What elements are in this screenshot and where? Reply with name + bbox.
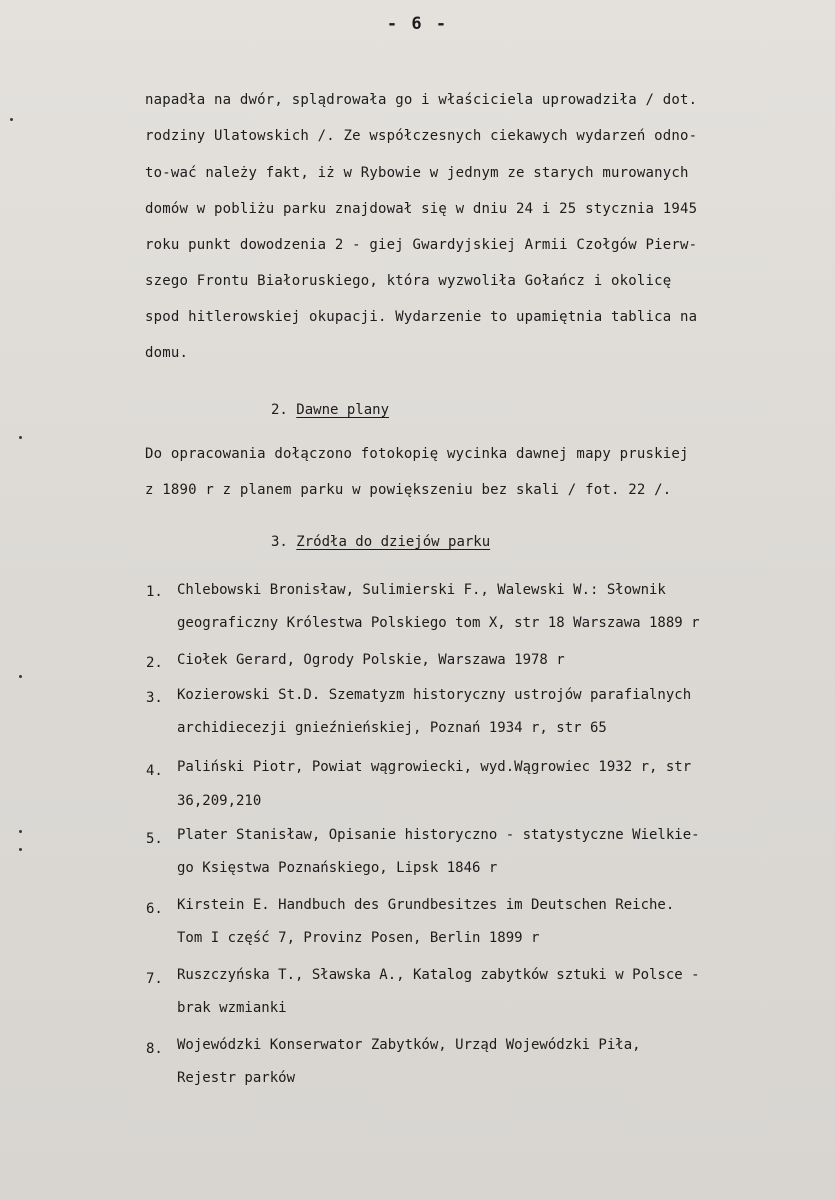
margin-speck [19, 830, 22, 833]
section-3-heading [271, 533, 490, 551]
reference-line: archidiecezji gnieźnieńskiej, Poznań 1934 r, str 65 [177, 720, 607, 736]
reference-line: Ruszczyńska T., Sławska A., Katalog zabytków sztuki w Polsce - [177, 967, 700, 983]
reference-line: Tom I część 7, Provinz Posen, Berlin 1899 r [177, 930, 540, 946]
reference-number: 7. [146, 971, 163, 987]
margin-speck [10, 118, 13, 121]
text-line: domów w pobliżu parku znajdował się w dniu 24 i 25 stycznia 1945 [145, 201, 698, 217]
reference-number: 6. [146, 901, 163, 917]
margin-speck [19, 848, 22, 851]
text-line: roku punkt dowodzenia 2 - giej Gwardyjskiej Armii Czołgów Pierw- [145, 237, 698, 253]
reference-line: Kirstein E. Handbuch des Grundbesitzes im Deutschen Reiche. [177, 897, 675, 913]
reference-line: Kozierowski St.D. Szematyzm historyczny ustrojów parafialnych [177, 687, 692, 703]
section-2-heading [271, 401, 389, 419]
text-line: Do opracowania dołączono fotokopię wycinka dawnej mapy pruskiej [145, 446, 689, 462]
text-line: szego Frontu Białoruskiego, która wyzwoliła Gołańcz i okolicę [145, 273, 672, 289]
section-title: Zródła do dziejów parku [296, 534, 491, 550]
text-line: z 1890 r z planem parku w powiększeniu bez skali / fot. 22 /. [145, 482, 672, 498]
reference-number: 1. [146, 584, 163, 600]
section-title: Dawne plany [296, 402, 390, 418]
reference-number: 3. [146, 690, 163, 706]
reference-number: 4. [146, 763, 163, 779]
text-line: domu. [145, 345, 189, 361]
reference-line: Paliński Piotr, Powiat wągrowiecki, wyd.Wągrowiec 1932 r, str [177, 759, 692, 775]
reference-line: Plater Stanisław, Opisanie historyczno - statystyczne Wielkie- [177, 827, 700, 843]
reference-line: Chlebowski Bronisław, Sulimierski F., Walewski W.: Słownik [177, 582, 666, 598]
text-line: spod hitlerowskiej okupacji. Wydarzenie to upamiętnia tablica na [145, 309, 698, 325]
reference-number: 5. [146, 831, 163, 847]
page-number: - 6 - [386, 14, 449, 34]
text-line: to-wać należy fakt, iż w Rybowie w jednym ze starych murowanych [145, 165, 689, 181]
section-number: 3. [271, 534, 288, 550]
reference-line: go Księstwa Poznańskiego, Lipsk 1846 r [177, 860, 498, 876]
margin-speck [19, 436, 22, 439]
reference-line: Wojewódzki Konserwator Zabytków, Urząd Wojewódzki Piła, [177, 1037, 641, 1053]
reference-line: Ciołek Gerard, Ogrody Polskie, Warszawa 1978 r [177, 652, 565, 668]
reference-line: geograficzny Królestwa Polskiego tom X, str 18 Warszawa 1889 r [177, 615, 700, 631]
text-line: rodziny Ulatowskich /. Ze współczesnych ciekawych wydarzeń odno- [145, 128, 698, 144]
section-number: 2. [271, 402, 288, 418]
reference-line: Rejestr parków [177, 1070, 296, 1086]
reference-line: 36,209,210 [177, 793, 262, 809]
margin-speck [19, 675, 22, 678]
reference-number: 8. [146, 1041, 163, 1057]
reference-line: brak wzmianki [177, 1000, 287, 1016]
reference-number: 2. [146, 655, 163, 671]
text-line: napadła na dwór, splądrowała go i właściciela uprowadziła / dot. [145, 92, 698, 108]
